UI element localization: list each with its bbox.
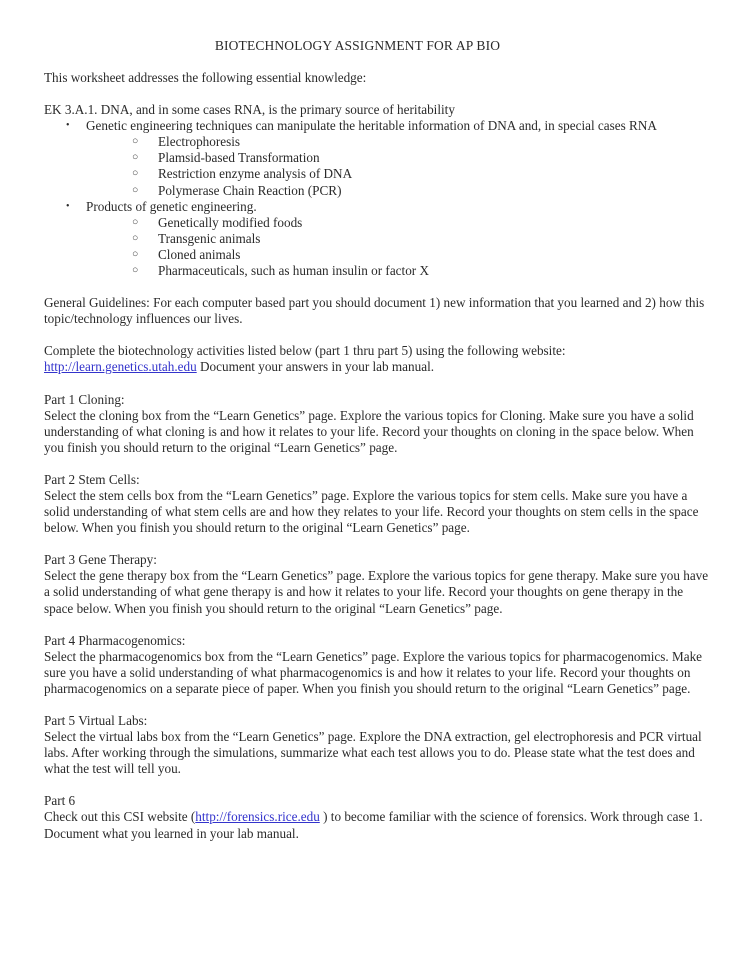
part-1-heading: Part 1 Cloning: [44, 391, 125, 407]
bullet-hollow-icon: ○ [132, 216, 139, 228]
list-item-label: Cloned animals [158, 246, 241, 262]
list-item [110, 263, 709, 279]
bullet-filled-icon: • [66, 200, 70, 212]
list-item [110, 247, 709, 263]
list-item [44, 118, 709, 198]
intro-paragraph: This worksheet addresses the following essential knowledge: [44, 70, 367, 85]
part-6-body [44, 809, 709, 841]
bullet-hollow-icon: ○ [132, 152, 139, 164]
list-item-label: Plamsid-based Transformation [158, 150, 320, 166]
part-4-heading: Part 4 Pharmacogenomics: [44, 632, 186, 648]
forensics-link[interactable]: http://forensics.rice.edu [195, 809, 320, 825]
instructions-tail: Document your answers in your lab manual. [196, 359, 435, 375]
list-item-label: Products of genetic engineering. [86, 198, 257, 214]
bullet-hollow-icon: ○ [132, 265, 139, 277]
part-3-heading: Part 3 Gene Therapy: [44, 552, 157, 568]
instructions-lead: Complete the biotechnology activities listed below (part 1 thru part 5) using the following website: [44, 343, 566, 359]
part-5-body: Select the virtual labs box from the “Learn Genetics” page. Explore the DNA extraction, gel electrophoresis and PCR virtual labs. After working through the simulations, summarize what each test allows you to do. Please state what the test does and what the test will tell you. [44, 729, 702, 777]
list-item [110, 183, 709, 199]
spacer [44, 536, 709, 552]
list-item [110, 134, 709, 150]
part-6-heading: Part 6 [44, 793, 76, 809]
list-item [110, 150, 709, 166]
list-item-label: Polymerase Chain Reaction (PCR) [158, 182, 342, 198]
list-item-label: Electrophoresis [158, 134, 241, 150]
list-item [110, 231, 709, 247]
list-item-label: Restriction enzyme analysis of DNA [158, 166, 353, 182]
standard-heading: EK 3.A.1. DNA, and in some cases RNA, is the primary source of heritability [44, 102, 455, 118]
bullet-hollow-icon: ○ [132, 168, 139, 180]
bullet-hollow-icon: ○ [132, 248, 139, 260]
part-2-body: Select the stem cells box from the “Learn Genetics” page. Explore the various topics for stem cells. Make sure you have a solid understanding of what stem cells are and how they relates to your life. Record your thoughts on stem cells in the space below. When you finish you should return to the original “Learn Genetics” page. [44, 487, 699, 536]
part-5-heading: Part 5 Virtual Labs: [44, 713, 148, 728]
part-3-body: Select the gene therapy box from the “Learn Genetics” page. Explore the various topics for gene therapy. Make sure you have a solid understanding of what gene therapy is and how it relates to your life. Record your thoughts on gene therapy in the space below. When you finish you should return to the original “Learn Genetics” page. [44, 568, 709, 616]
document-content [44, 38, 709, 842]
bullet-filled-icon: • [66, 120, 70, 132]
document-title: BIOTECHNOLOGY ASSIGNMENT FOR AP BIO [214, 38, 501, 53]
spacer [44, 697, 709, 713]
list-item-label: Genetically modified foods [158, 214, 303, 230]
sub-list-wrapper [110, 134, 709, 198]
part-4-body: Select the pharmacogenomics box from the “Learn Genetics” page. Explore the various topics for pharmacogenomics. Make sure you have a solid understanding of what pharmacogenomics is and how it relates to your life. Record your thoughts on pharmacogenomics on a separate piece of paper. When you finish you should return to the original “Learn Genetics” page. [44, 648, 703, 696]
list-item-label: Genetic engineering techniques can manipulate the heritable information of DNA and, in special cases RNA [86, 118, 657, 134]
sub-list-wrapper [110, 215, 709, 279]
bullet-hollow-icon: ○ [132, 184, 139, 196]
part-2-heading: Part 2 Stem Cells: [44, 471, 140, 487]
general-guidelines-paragraph: General Guidelines: For each computer based part you should document 1) new information that you learned and 2) how this topic/technology influences our lives. [44, 295, 705, 327]
list-item [110, 215, 709, 231]
spacer [44, 777, 709, 793]
bullet-hollow-icon: ○ [132, 232, 139, 244]
part-6-before-link: Check out this CSI website ( [44, 809, 196, 825]
sub-list [110, 215, 709, 279]
list-item [110, 166, 709, 182]
list-item-label: Pharmaceuticals, such as human insulin or factor X [158, 263, 430, 279]
instructions-line-with-link [44, 359, 709, 375]
list-item [44, 199, 709, 279]
part-1-body: Select the cloning box from the “Learn Genetics” page. Explore the various topics for Cloning. Make sure you have a solid understanding of what cloning is and how it relates to your life. Record your thoughts on cloning in the space below. When you finish you should return to the original “Learn Genetics” page. [44, 407, 694, 455]
learn-genetics-link[interactable]: http://learn.genetics.utah.edu [44, 359, 197, 375]
spacer [44, 456, 709, 472]
spacer [44, 54, 709, 70]
essential-knowledge-list [44, 118, 709, 279]
spacer [44, 617, 709, 633]
list-item-label: Transgenic animals [158, 230, 261, 246]
bullet-hollow-icon: ○ [132, 136, 139, 148]
spacer [44, 86, 709, 102]
part-6-after-link: ) to become familiar with the science of forensics. Work through case 1. Document what you learned in your lab manual. [44, 809, 703, 841]
spacer [44, 327, 709, 343]
spacer [44, 376, 709, 392]
spacer [44, 279, 709, 295]
sub-list [110, 134, 709, 198]
